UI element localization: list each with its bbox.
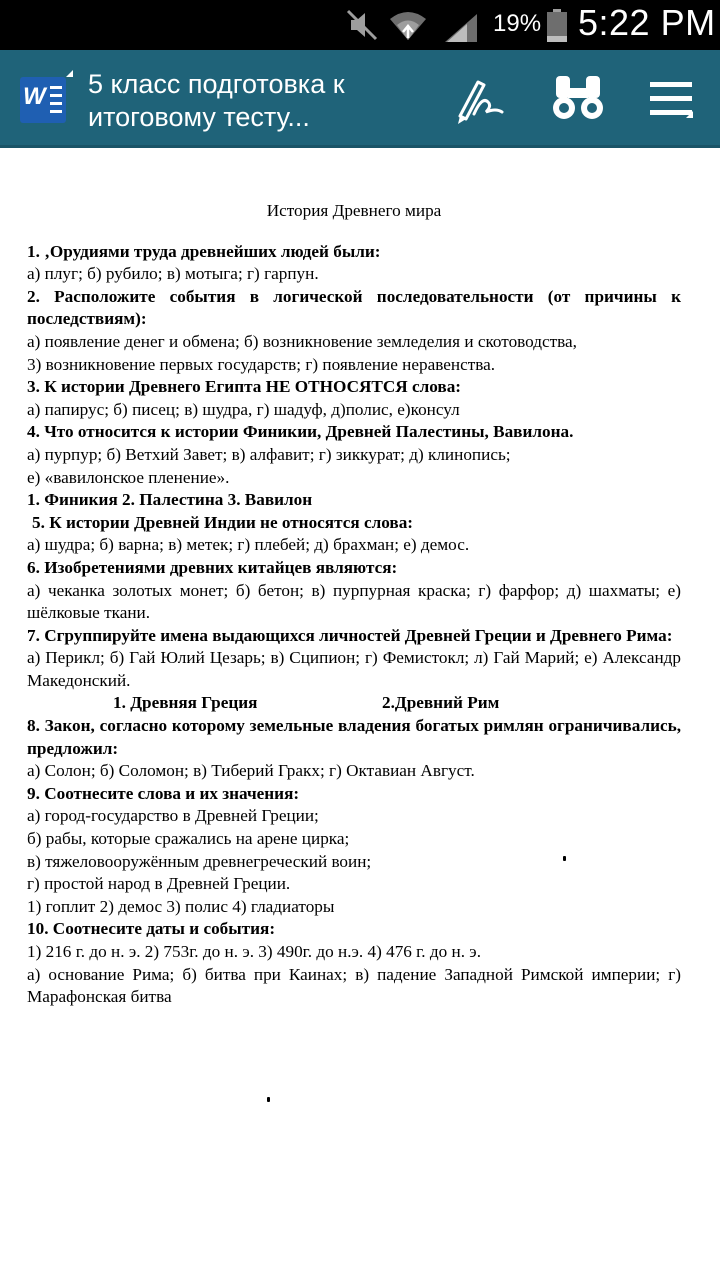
document-page (27, 200, 681, 1009)
clock: 5:22 PM (578, 2, 716, 43)
answer-line: 1. Финикия 2. Палестина 3. Вавилон (27, 490, 313, 510)
question-8: 8. Закон, согласно которому земельные владения богатых римлян ограничивались, предложил: (27, 716, 681, 758)
answer-line: а) папирус; б) писец; в) шудра, г) шадуф, д)полис, е)консул (27, 399, 460, 419)
answer-line: а) пурпур; б) Ветхий Завет; в) алфавит; г) зиккурат; д) клинопись; (27, 444, 511, 464)
app-icon-dropdown-indicator (66, 70, 73, 77)
group-headers (27, 692, 681, 715)
w-letter-glyph: W (23, 83, 46, 110)
answer-line: г) простой народ в Древней Греции. (27, 874, 291, 894)
question-1: 1. ‚Орудиями труда древнейших людей были: (27, 241, 381, 261)
wifi-icon (388, 8, 428, 49)
battery-icon (546, 9, 568, 48)
answer-line: а) Солон; б) Соломон; в) Тиберий Гракх; г) Октавиан Август. (27, 761, 475, 781)
answer-line: а) появление денег и обмена; б) возникновение земледелия и скотоводства, (27, 331, 577, 351)
doc-heading: История Древнего мира (266, 201, 442, 220)
answer-line: в) тяжеловооружённым древнегреческий воин; (27, 851, 372, 871)
document-title-line1: 5 класс подготовка к (88, 69, 345, 99)
answer-line: 1) гоплит 2) демос 3) полис 4) гладиаторы (27, 896, 335, 916)
question-2: 2. Расположите события в логической последовательности (от причины к последствиям): (27, 286, 681, 329)
group-greece: 1. Древняя Греция (113, 693, 258, 713)
answer-line: б) рабы, которые сражались на арене цирка; (27, 829, 350, 849)
menu-dropdown-indicator (686, 111, 693, 118)
group-rome: 2.Древний Рим (382, 693, 500, 713)
answer-line: а) шудра; б) варна; в) метек; г) плебей; д) брахман; е) демос. (27, 535, 470, 555)
signal-icon (443, 12, 479, 49)
question-5: 5. К истории Древней Индии не относятся слова: (32, 512, 414, 532)
app-toolbar (0, 50, 720, 148)
answer-line: 1) 216 г. до н. э. 2) 753г. до н. э. 3) 490г. до н.э. 4) 476 г. до н. э. (27, 942, 481, 961)
question-10: 10. Соотнесите даты и события: (27, 919, 276, 939)
ink-speck (563, 856, 566, 861)
question-7: 7. Сгруппируйте имена выдающихся личностей Древней Греции и Древнего Рима: (27, 625, 673, 645)
status-bar (0, 0, 720, 50)
ink-speck (267, 1097, 270, 1102)
binoculars-search-icon (550, 70, 606, 126)
word-document-icon[interactable] (20, 77, 66, 123)
question-4: 4. Что относится к истории Финикии, Древней Палестины, Вавилона. (27, 422, 574, 442)
edit-pen-button[interactable] (452, 70, 508, 126)
answer-line: а) плуг; б) рубило; в) мотыга; г) гарпун. (27, 264, 319, 284)
document-title (88, 68, 428, 134)
edit-pen-icon (452, 70, 508, 126)
question-3: 3. К истории Древнего Египта НЕ ОТНОСЯТСЯ слова: (27, 377, 462, 397)
mute-icon (345, 8, 379, 47)
battery-percent: 19% (493, 10, 542, 37)
answer-line: а) чеканка золотых монет; б) бетон; в) пурпурная краска; г) фарфор; д) шахматы; е) шёлковые ткани. (27, 580, 681, 623)
search-button[interactable] (550, 70, 606, 126)
answer-line: а) основание Рима; б) битва при Каинах; в) падение Западной Римской империи; г) Марафонская битва (27, 964, 681, 1007)
question-6: 6. Изобретениями древних китайцев являются: (27, 557, 398, 577)
question-9: 9. Соотнесите слова и их значения: (27, 783, 300, 803)
answer-line: а) Перикл; б) Гай Юлий Цезарь; в) Сципион; г) Фемистокл; л) Гай Марий; е) Александр Македонский. (27, 648, 681, 690)
answer-line: а) город-государство в Древней Греции; (27, 806, 319, 826)
answer-line: 3) возникновение первых государств; г) появление неравенства. (27, 354, 496, 374)
answer-line: е) «вавилонское пленение». (27, 467, 230, 487)
document-title-line2: итоговому тесту... (88, 102, 310, 132)
